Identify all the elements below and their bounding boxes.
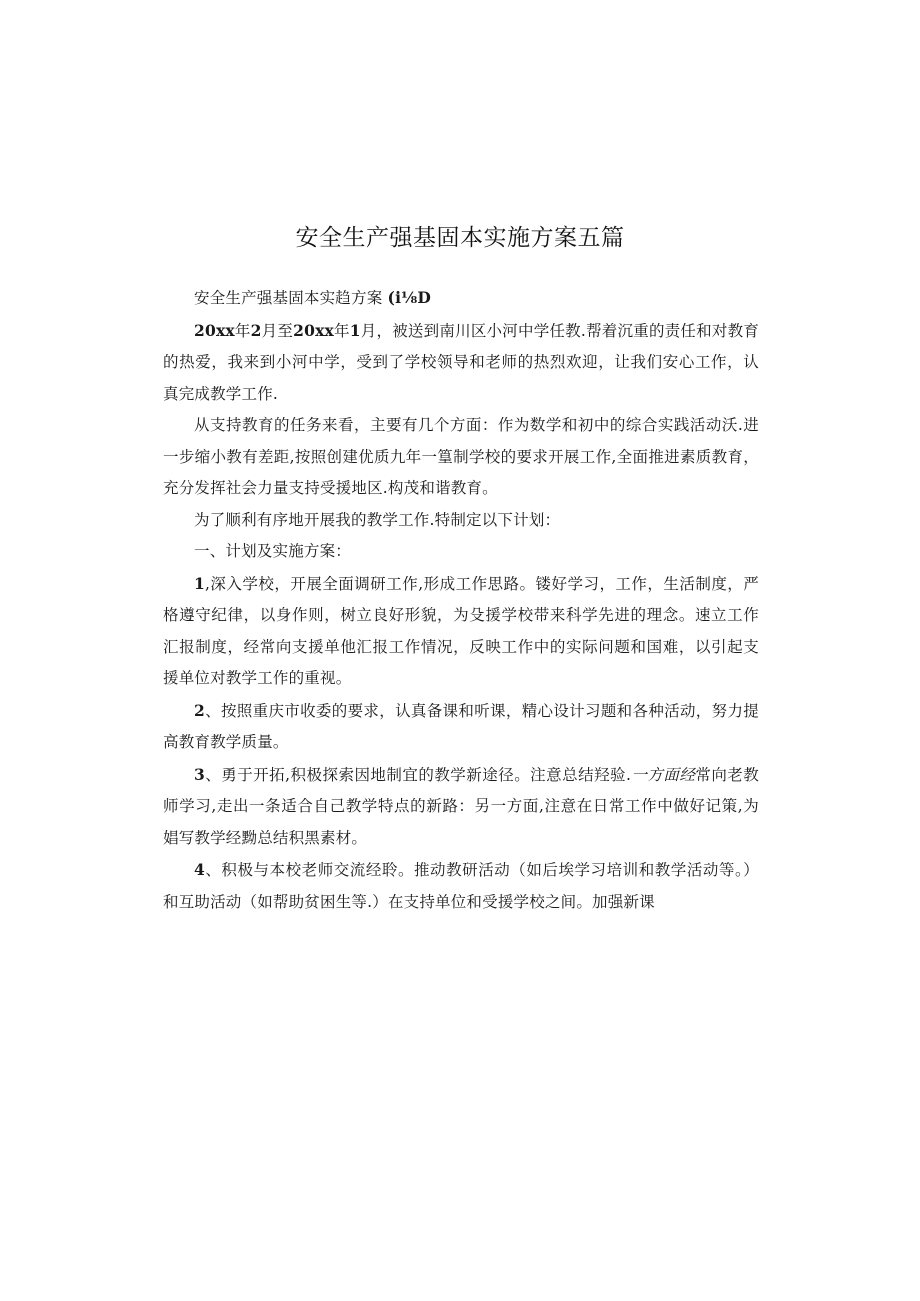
date-fragment: 月至	[261, 321, 294, 340]
list-item-text: 、积极与本校老师交流经聆。推动教研活动（如后埃学习培训和教学活动等。）和互助活动（如帮助贫困生等.）在支持单位和受援学校之间。加强新课	[163, 861, 759, 911]
list-number: 3	[194, 764, 205, 784]
date-fragment: 年	[333, 321, 350, 340]
subtitle-line	[163, 282, 759, 315]
page-title: 安全生产强基固本实施方案五篇	[295, 225, 625, 251]
list-number: 1	[194, 573, 205, 593]
section-heading: 一、计划及实施方案：	[194, 542, 352, 560]
date-fragment: 年	[234, 321, 251, 340]
list-item-1	[163, 568, 759, 695]
paragraph-2: 从支持教育的任务来看，主要有几个方面：作为数学和初中的综合实践活动沃.进一步缩小教有差距,按照创建优质九年一篁制学校的要求开展工作,全面推进素质教育，充分发挥社会力量支持受援地区.构茂和谐教育。	[163, 416, 759, 497]
list-item-3	[163, 759, 759, 855]
list-item-4	[163, 854, 759, 918]
date-fragment: 1	[349, 320, 361, 340]
date-fragment: 20xx	[293, 320, 334, 340]
subtitle-text: 安全生产强基固本实趋方案	[194, 289, 383, 307]
list-item-italic-text: 一方面经	[631, 765, 696, 784]
date-fragment: 20xx	[194, 320, 235, 340]
paragraph-text: 月，被送到南川区小河中学任教.帮着沉重的责任和对教育的热爱，我来到小河中学，受到了学校领导和老师的热烈欢迎，让我们安心工作，认真完成教学工作.	[163, 321, 760, 403]
list-number: 4	[194, 860, 205, 879]
subtitle-tag: (i⅛D	[387, 288, 432, 307]
date-fragment: 2	[250, 320, 262, 340]
list-item-text: 、勇于开拓,积极探索因地制宜的教学新途径。注意总结羟验.	[205, 765, 632, 784]
list-number: 2	[194, 700, 205, 720]
paragraph-1	[163, 315, 759, 411]
document-body	[163, 282, 759, 918]
list-item-2	[163, 695, 759, 759]
list-item-text: ,深入学校，开展全面调研工作,形成工作思路。镂好学习，工作，生活制度，严格遵守纪律，以身作则，树立良好形貌，为殳援学校带来科学先进的理念。速立工作汇报制度，经常向支援单他汇报工作情况，反映工作中的实际问题和国难，以引起支援单位对教学工作的重视。	[163, 574, 759, 687]
paragraph-3: 为了顺利有序地开展我的教学工作.特制定以下计划：	[194, 510, 561, 529]
list-item-text: 常向老教师学习,走出一条适合自己教学特点的新路：另一方面,注意在日常工作中做好记策,为娼写教学经黝总结积黑素材。	[163, 765, 759, 847]
list-item-text: 、按照重庆市收委的要求，认真备课和听课，精心设计习题和各种活动，努力提高教育教学质量。	[163, 701, 759, 751]
